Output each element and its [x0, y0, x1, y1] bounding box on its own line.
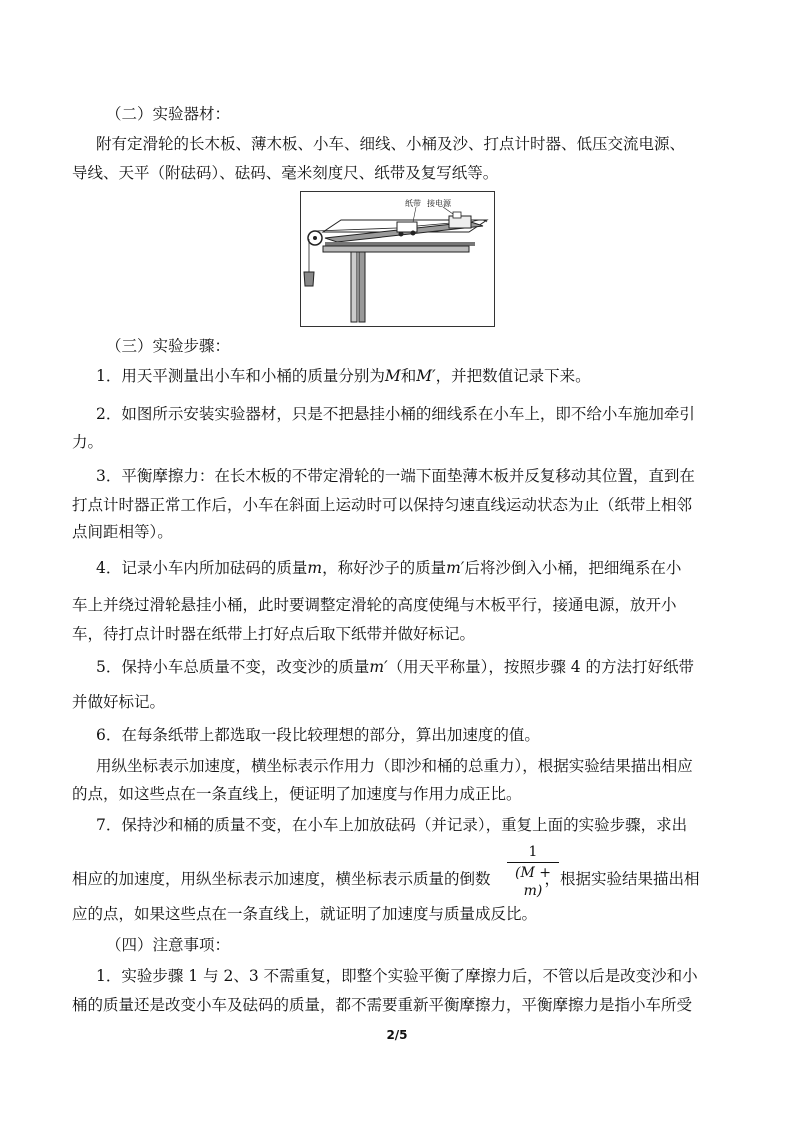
step-5-line-2: 并做好标记。 — [72, 693, 166, 711]
apparatus-figure — [300, 191, 495, 327]
step-5-line-1 — [96, 655, 694, 679]
step-4-text-c: 后将沙倒入小桶，把细绳系在小 — [464, 559, 682, 577]
step-1-text-a: 1．用天平测量出小车和小桶的质量分别为 — [96, 367, 385, 385]
step-4-line-1 — [96, 556, 681, 580]
step-7-line-1: 7．保持沙和桶的质量不变，在小车上加放砝码（并记录），重复上面的实验步骤，求出 — [96, 816, 688, 834]
var-m: m — [307, 559, 323, 577]
note-1-line-2: 桶的质量还是改变小车及砝码的质量，都不需要重新平衡摩擦力，平衡摩擦力是指小车所受 — [72, 996, 693, 1014]
page-number: 2/5 — [386, 1028, 408, 1042]
steps-heading: （三）实验步骤： — [106, 337, 231, 355]
label-power: 接电源 — [427, 199, 451, 208]
var-m-prime: m′ — [446, 559, 465, 577]
var-m-prime-2: m′ — [369, 658, 388, 676]
step-1-and: 和 — [400, 367, 417, 385]
step-7-text-a: 相应的加速度，用纵坐标表示加速度，横坐标表示质量的倒数 — [72, 870, 491, 888]
step-3-line-1: 3．平衡摩擦力：在长木板的不带定滑轮的一端下面垫薄木板并反复移动其位置，直到在 — [96, 467, 695, 485]
notes-heading: （四）注意事项： — [106, 936, 231, 954]
equipment-heading: （二）实验器材： — [106, 105, 231, 123]
step-7-line-2 — [72, 867, 700, 891]
step-3-line-2: 打点计时器正常工作后，小车在斜面上运动时可以保持匀速直线运动状态为止（纸带上相邻 — [72, 496, 693, 514]
graph-line-1: 用纵坐标表示加速度，横坐标表示作用力（即沙和桶的总重力），根据实验结果描出相应 — [96, 757, 693, 775]
step-1 — [96, 364, 591, 388]
var-M: M — [384, 367, 401, 385]
step-4-line-2: 车上并绕过滑轮悬挂小桶，此时要调整定滑轮的高度使绳与木板平行，接通电源，放开小 — [72, 596, 677, 614]
equipment-line-2: 导线、天平（附砝码）、砝码、毫米刻度尺、纸带及复写纸等。 — [72, 164, 499, 182]
label-tape: 纸带 — [405, 199, 421, 208]
step-1-text-b: ，并把数值记录下来。 — [435, 367, 591, 385]
step-7-text-b: ，根据实验结果描出相 — [544, 870, 700, 888]
step-5-text-b: （用天平称量），按照步骤 4 的方法打好纸带 — [387, 658, 695, 676]
fraction-numerator: 1 — [528, 844, 538, 860]
step-6: 6．在每条纸带上都选取一段比较理想的部分，算出加速度的值。 — [96, 726, 540, 744]
note-1-line-1: 1．实验步骤 1 与 2、3 不需重复，即整个实验平衡了摩擦力后，不管以后是改变沙和小 — [96, 967, 698, 985]
apparatus-illustration — [301, 192, 494, 326]
fraction-denominator: (M + m) — [515, 865, 551, 899]
var-M-prime: M′ — [416, 367, 436, 385]
step-7-line-3: 应的点，如果这些点在一条直线上，就证明了加速度与质量成反比。 — [72, 905, 538, 923]
step-5-text-a: 5．保持小车总质量不变，改变沙的质量 — [96, 658, 370, 676]
step-4-text-a: 4．记录小车内所加砝码的质量 — [96, 559, 308, 577]
step-3-line-3: 点间距相等）。 — [72, 523, 173, 541]
graph-line-2: 的点，如这些点在一条直线上，便证明了加速度与作用力成正比。 — [72, 785, 522, 803]
step-2-line-1: 2．如图所示安装实验器材，只是不把悬挂小桶的细线系在小车上，即不给小车施加牵引 — [96, 405, 695, 423]
step-2-line-2: 力。 — [72, 433, 104, 451]
step-4-text-b: ，称好沙子的质量 — [322, 559, 447, 577]
equipment-line-1: 附有定滑轮的长木板、薄木板、小车、细线、小桶及沙、打点计时器、低压交流电源、 — [96, 135, 686, 153]
step-4-line-3: 车，待打点计时器在纸带上打好点后取下纸带并做好标记。 — [72, 625, 476, 643]
